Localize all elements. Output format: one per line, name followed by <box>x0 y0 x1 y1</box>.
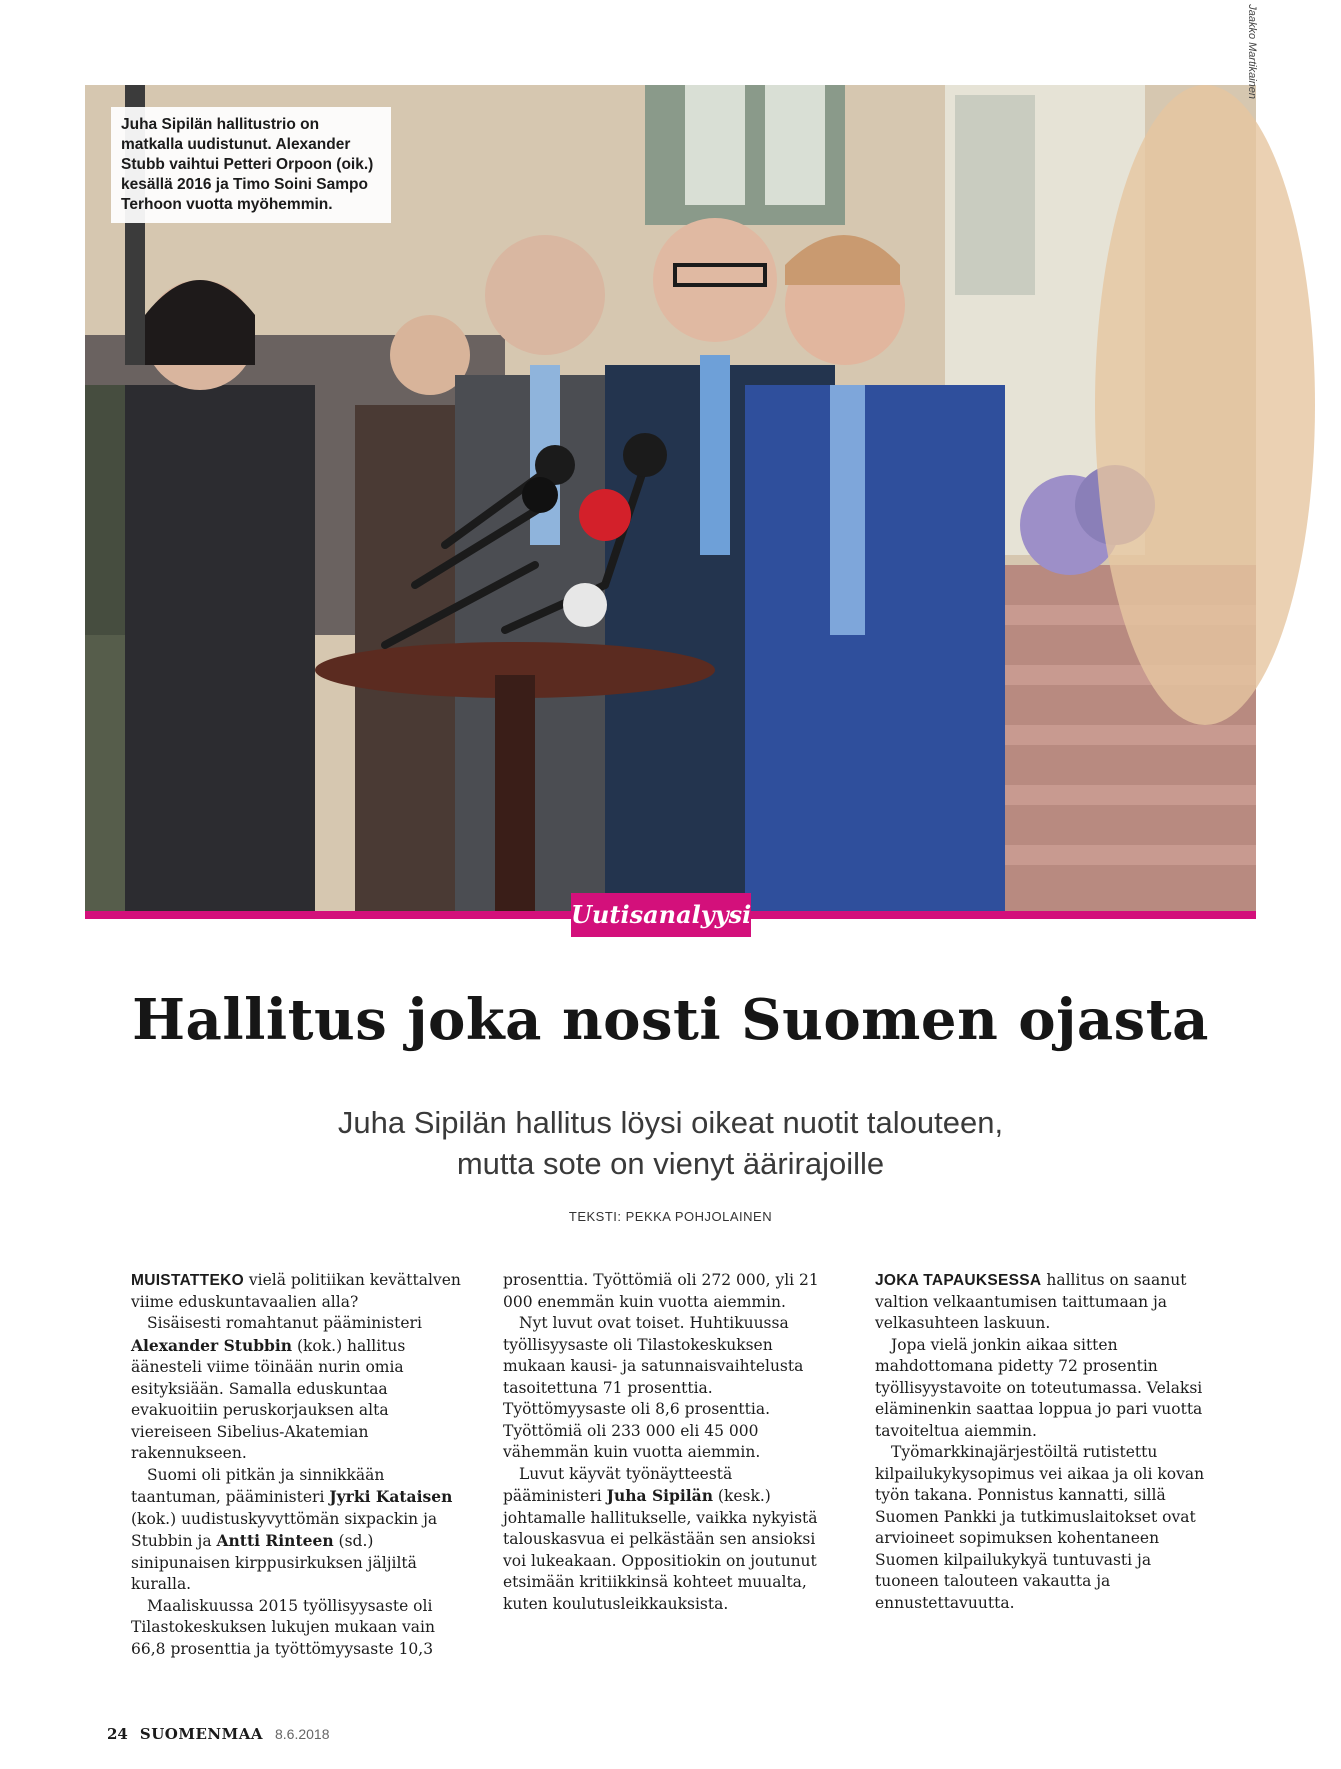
magazine-name: SUOMENMAA <box>139 1725 263 1743</box>
paragraph: Maaliskuussa 2015 työllisyysaste oli Tilastokeskuksen lukujen mukaan vain 66,8 prosenttia ja työttömyysaste 10,3 <box>131 1596 435 1658</box>
paragraph <box>503 1464 835 1616</box>
paragraph: Nyt luvut ovat toiset. Huhtikuussa työllisyysaste oli Tilastokeskuksen mukaan kausi- ja satunnaisvaihtelusta tasoitettuna 71 prosenttia. Työttömyysaste oli 8,6 prosenttia. Työttömiä oli 233 000 eli 45 000 vähemmän kuin vuotta aiemmin. <box>503 1314 804 1461</box>
byline: TEKSTI: PEKKA POHJOLAINEN <box>568 1209 773 1224</box>
article-column-3 <box>875 1270 1207 1614</box>
subhead <box>200 1102 1141 1184</box>
person-name: Jyrki Kataisen <box>329 1487 453 1506</box>
page-number: 24 <box>107 1725 128 1743</box>
paragraph <box>131 1465 463 1596</box>
photo-caption: Juha Sipilän hallitustrio on matkalla uudistunut. Alexander Stubb vaihtui Petteri Orpoon (oik.) kesällä 2016 ja Timo Soini Sampo Terhoon vuotta myöhemmin. <box>111 107 391 223</box>
paragraph-text: Luvut käyvät työnäytteestä pääministeri <box>503 1464 733 1505</box>
person-name: Antti Rinteen <box>216 1531 334 1550</box>
paragraph-text: vielä politiikan kevättalven viime eduskuntavaalien alla? <box>131 1271 461 1311</box>
page-footer <box>107 1725 329 1743</box>
person-name: Juha Sipilän <box>606 1486 713 1505</box>
paragraph-text: (kok.) uudistuskyvyttömän sixpackin ja Stubbin ja <box>131 1509 438 1550</box>
article-column-1 <box>131 1270 463 1660</box>
photo-credit: Jaakko Martikainen <box>1246 4 1258 99</box>
paragraph: Työmarkkinajärjestöiltä rutistettu kilpailukykysopimus vei aikaa ja oli kovan työn takana. Ponnistus kannatti, sillä Suomen Pankki ja tutkimuslaitokset ovat arvioineet sopimuksen kohentaneen Suomen kilpailukykyä tuntuvasti ja tuoneen talouteen vakautta ja ennustettavuutta. <box>875 1443 1205 1612</box>
lead-in: MUISTATTEKO <box>131 1272 244 1289</box>
paragraph <box>131 1313 463 1465</box>
paragraph-text: (kesk.) johtamalle hallitukselle, vaikka nykyistä talouskasvua ei pelkästään sen ansioksi voi lukeakaan. Oppositiokin on joutunut etsimään kritiikkinsä kohteet muualta, kuten koulutusleikkauksista. <box>503 1487 818 1613</box>
section-tag: Uutisanalyysi <box>571 893 751 937</box>
paragraph-text: Suomi oli pitkän ja sinnikkään taantuman, pääministeri <box>131 1465 385 1506</box>
paragraph-text: (kok.) hallitus äänesteli viime töinään nurin omia esityksiään. Samalla eduskuntaa evakuoitiin peruskorjauksen alta viereiseen Sibelius-Akatemian rakennukseen. <box>131 1336 406 1462</box>
subhead-line-1: Juha Sipilän hallitus löysi oikeat nuotit talouteen, <box>337 1105 1004 1140</box>
lead-in: JOKA TAPAUKSESSA <box>875 1272 1042 1289</box>
paragraph-text: Sisäisesti romahtanut pääministeri <box>147 1314 422 1332</box>
paragraph-text: (sd.) sinipunaisen kirppusirkuksen jäljiltä kuralla. <box>131 1532 417 1593</box>
paragraph <box>875 1270 1207 1335</box>
person-name: Alexander Stubbin <box>131 1335 293 1355</box>
issue-date: 8.6.2018 <box>274 1726 330 1742</box>
paragraph-text: hallitus on saanut valtion velkaantumisen taittumaan ja velkasuhteen laskuun. <box>875 1271 1187 1332</box>
paragraph: Jopa vielä jonkin aikaa sitten mahdottomana pidetty 72 prosentin työllisyystavoite on toteutumassa. Velaksi eläminenkin saattaa loppua jo pari vuotta tavoiteltua aiemmin. <box>875 1335 1203 1440</box>
paragraph <box>131 1270 463 1313</box>
headline: Hallitus joka nosti Suomen ojasta <box>132 987 1209 1053</box>
article-column-2 <box>503 1270 835 1615</box>
hero-photo <box>85 4 1258 911</box>
subhead-line-2: mutta sote on vienyt äärirajoille <box>456 1146 885 1181</box>
paragraph: prosenttia. Työttömiä oli 272 000, yli 21 000 enemmän kuin vuotta aiemmin. <box>503 1271 819 1311</box>
